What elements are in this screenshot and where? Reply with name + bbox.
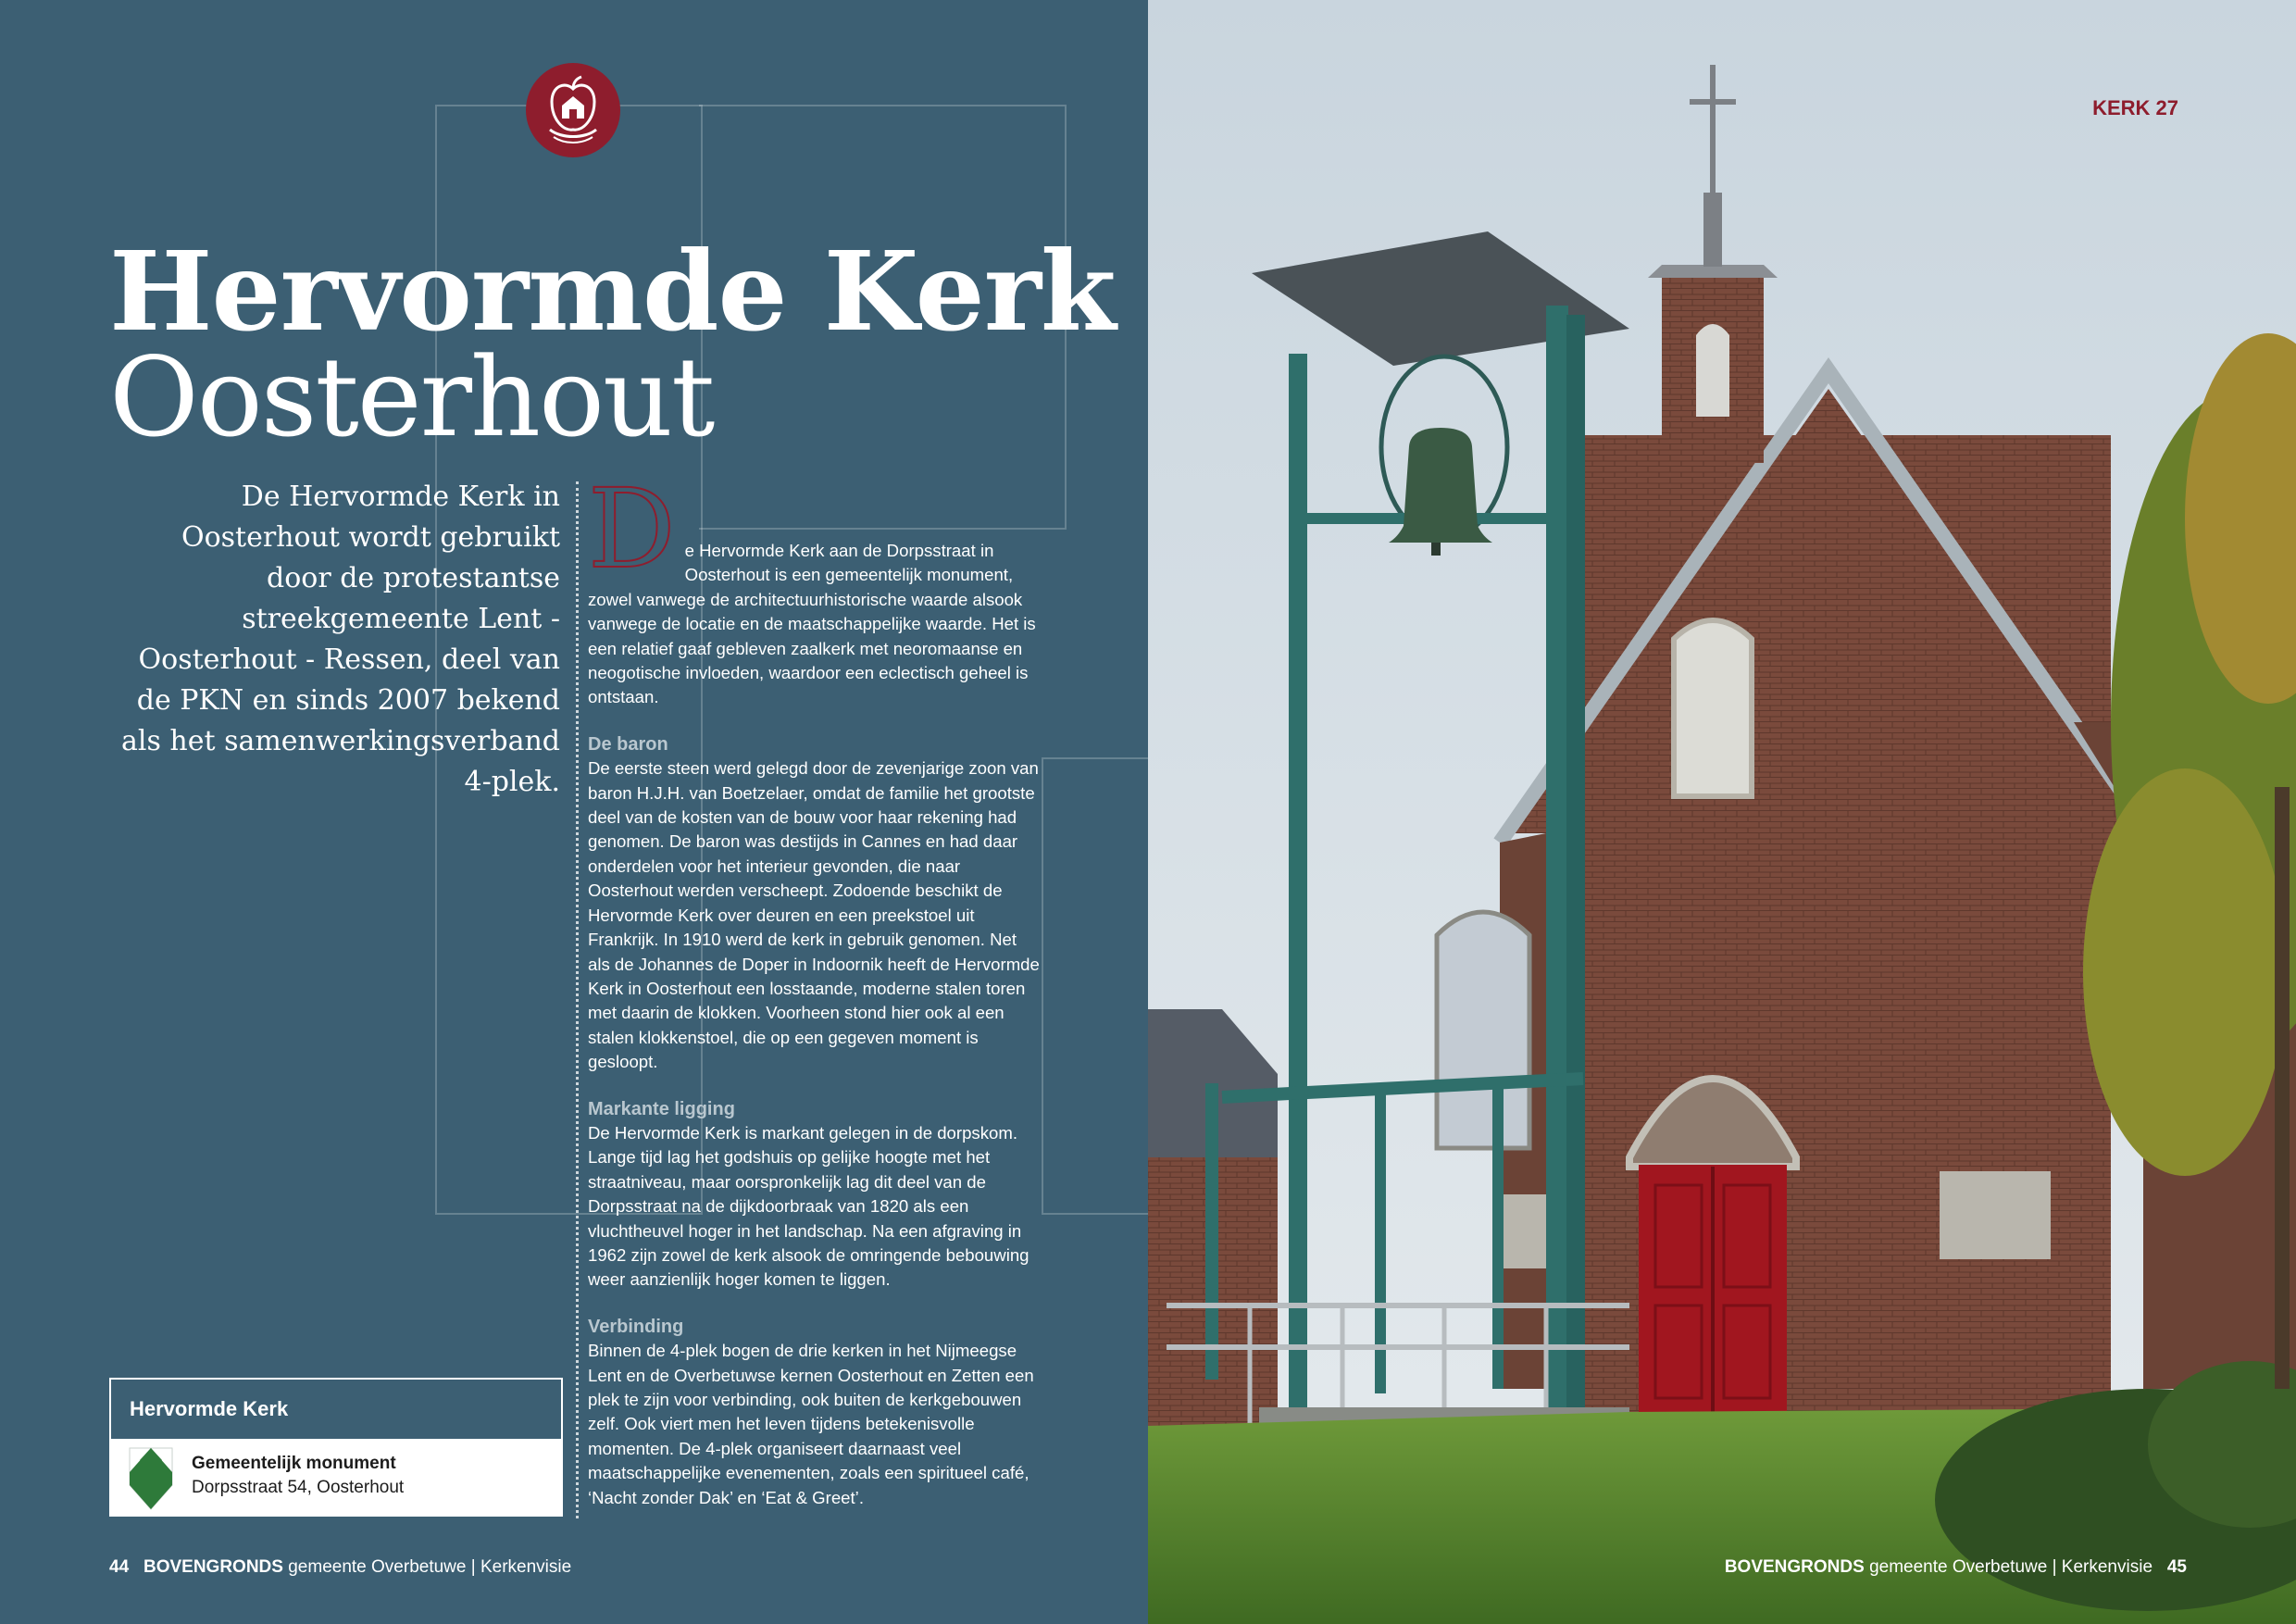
apple-church-logo-icon <box>526 63 620 157</box>
info-status: Gemeentelijk monument <box>192 1454 396 1473</box>
section-text-ligging: De Hervormde Kerk is markant gelegen in de dorpskom. Lange tijd lag het godshuis op gelijke hoogte met het straatniveau, maar oorspronkelijk lag dit deel van de Dorpsstraat na de dijkdoorbraak van 1820 als een vluchtheuvel hoger in het landschap. Na een afgraving in 1962 zijn zowel de kerk alsook de omringende bebouwing weer aanzienlijk hoger komen te liggen. <box>588 1122 1029 1290</box>
info-box-body <box>111 1439 561 1515</box>
first-paragraph: e Hervormde Kerk aan de Dorpsstraat in Oosterhout is een gemeentelijk monument, zowel vanwege de architectuurhistorische waarde alsook vanwege de locatie en de maatschappelijke waarde. Het is een relatief gaaf gebleven zaalkerk met neoromaanse en neogotische invloeden, waardoor een eclectisch geheel is ontstaan. <box>588 541 1036 707</box>
info-box-title: Hervormde Kerk <box>111 1380 561 1439</box>
page-number-right: 45 <box>2166 1557 2187 1577</box>
footer-left <box>109 1557 571 1578</box>
church-photo <box>1148 0 2296 1624</box>
monument-info-box <box>109 1378 563 1517</box>
info-address: Dorpsstraat 54, Oosterhout <box>192 1478 405 1497</box>
page-title-line1: Hervormde Kerk <box>109 227 1116 356</box>
page-number-left: 44 <box>109 1557 130 1577</box>
magazine-name-right: BOVENGRONDS <box>1724 1557 1865 1577</box>
intro-paragraph: De Hervormde Kerk in Oosterhout wordt gebruikt door de protestantse streekgemeente Lent - Oosterhout - Ressen, deel van de PKN en sinds 2007 bekend als het samenwerkingsverband 4-plek. <box>120 481 560 798</box>
section-text-baron: De eerste steen werd gelegd door de zevenjarige zoon van baron H.J.H. van Boetzelaer, omdat de familie het grootste deel van de kosten van de bouw voor haar rekening had genomen. De baron was destijds in Cannes en had daar onderdelen voor het interieur gevonden, die naar Oosterhout werden verscheept. Zodoende beschikt de Hervormde Kerk over deuren en een preekstoel uit Frankrijk. In 1910 werd de kerk in gebruik genomen. Net als de Johannes de Doper in Indoornik heeft de Hervormde Kerk in Oosterhout een losstaande, moderne stalen toren met daarin de klokken. Voorheen stond hier ook al een stalen klokkenstoel, die op een gegeven moment is gesloopt. <box>588 758 1040 1072</box>
section-heading-ligging: Markante ligging <box>588 1098 735 1119</box>
magazine-subtitle-right: gemeente Overbetuwe | Kerkenvisie <box>1869 1557 2153 1577</box>
right-page <box>1148 0 2296 1624</box>
footer-right <box>1725 1557 2187 1578</box>
section-text-verbinding: Binnen de 4-plek bogen de drie kerken in het Nijmeegse Lent en de Overbetuwse kernen Oosterhout en Zetten een plek te zijn voor verbinding, ook buiten de kerkgebouwen zelf. Ook viert men het leven tijdens betekenisvolle momenten. De 4-plek organiseert daarnaast veel maatschappelijke evenementen, zoals een spiritueel café, ‘Nacht zonder Dak’ en ‘Eat & Greet’. <box>588 1341 1034 1507</box>
page-title-line2: Oosterhout <box>109 333 714 461</box>
magazine-name-left: BOVENGRONDS <box>143 1557 283 1577</box>
section-heading-verbinding: Verbinding <box>588 1316 684 1337</box>
decorative-frame-mid <box>1042 757 1148 1215</box>
dropcap-letter: D <box>588 465 676 593</box>
article-body <box>588 465 1042 1510</box>
magazine-subtitle-left: gemeente Overbetuwe | Kerkenvisie <box>288 1557 572 1577</box>
column-divider <box>576 481 579 1518</box>
section-heading-baron: De baron <box>588 733 668 755</box>
monument-shield-icon <box>128 1444 174 1511</box>
church-number-label: KERK 27 <box>2092 96 2178 119</box>
